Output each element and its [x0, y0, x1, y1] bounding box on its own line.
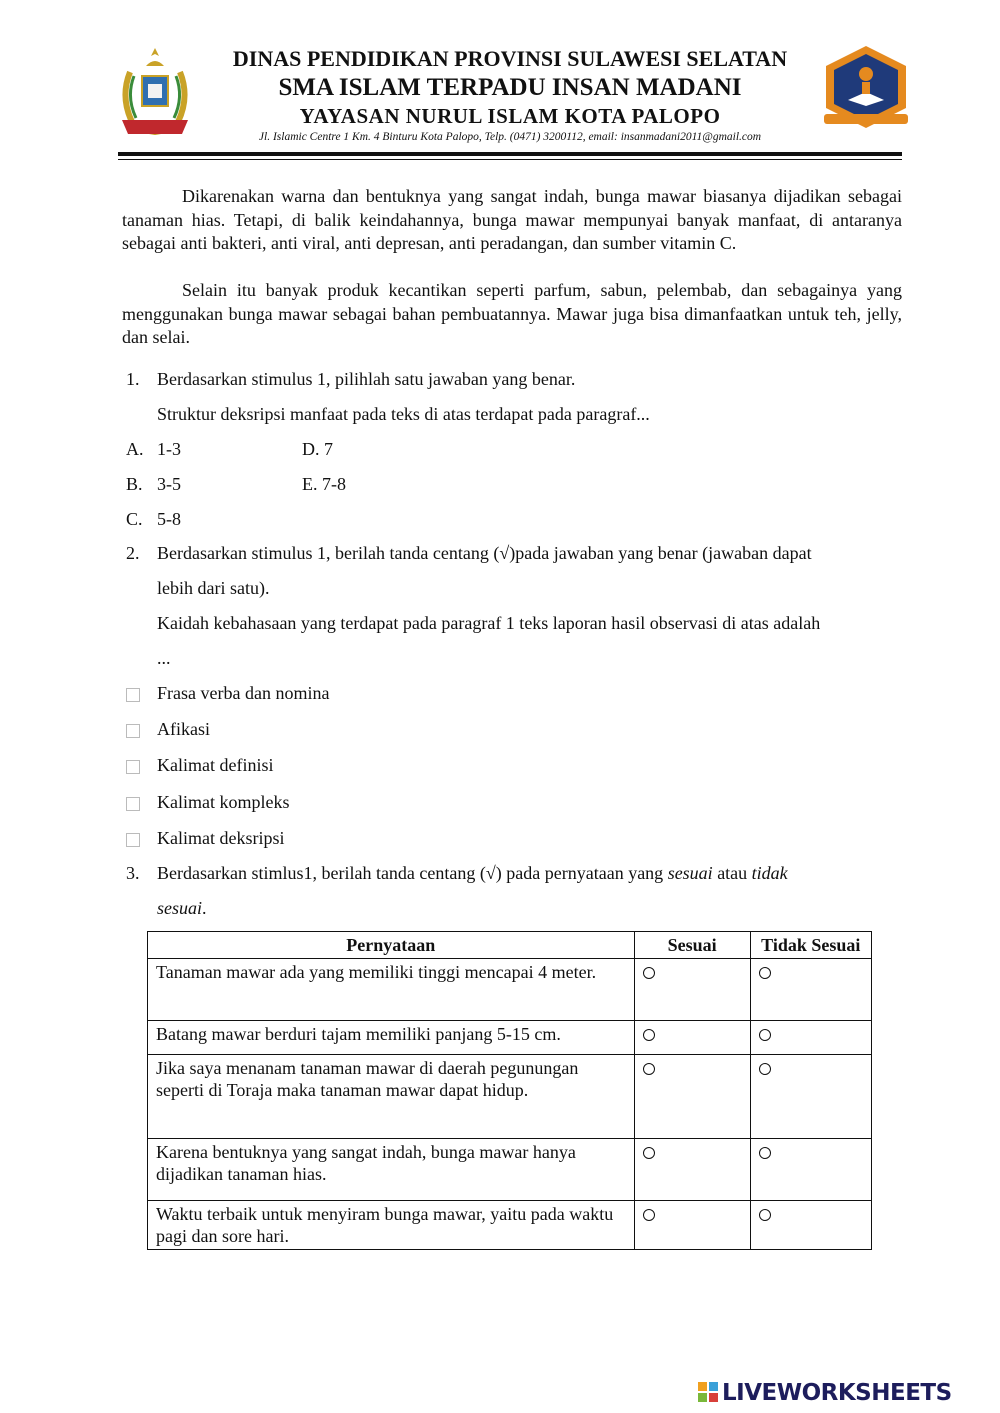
radio-sesuai[interactable] — [634, 1055, 750, 1139]
option-a-letter: A. — [126, 439, 144, 459]
option-c-letter: C. — [126, 509, 143, 529]
radio-tidak-sesuai[interactable] — [750, 1055, 871, 1139]
radio-tidak-sesuai[interactable] — [750, 1139, 871, 1201]
header-agency: DINAS PENDIDIKAN PROVINSI SULAWESI SELATAN — [232, 46, 788, 71]
question-3-text-line2: sesuai. — [157, 898, 207, 918]
table-row — [148, 1021, 872, 1055]
checkbox-label-kalimat-kompleks: Kalimat kompleks — [157, 792, 290, 812]
statement-text: Waktu terbaik untuk menyiram bunga mawar, yaitu pada waktu pagi dan sore hari. — [148, 1201, 635, 1250]
table-header-row — [148, 932, 872, 959]
option-a[interactable]: 1-3 — [157, 439, 181, 459]
radio-tidak-sesuai[interactable] — [750, 1021, 871, 1055]
radio-sesuai[interactable] — [634, 959, 750, 1021]
option-b-letter: B. — [126, 474, 143, 494]
radio-sesuai[interactable] — [634, 1139, 750, 1201]
header-tidak-sesuai: Tidak Sesuai — [750, 932, 871, 959]
question-3-number: 3. — [126, 863, 140, 883]
question-1-prompt: Struktur deksripsi manfaat pada teks di atas terdapat pada paragraf... — [157, 404, 650, 424]
checkbox-kalimat-definisi[interactable] — [126, 760, 140, 774]
header-pernyataan: Pernyataan — [148, 932, 635, 959]
header-sesuai: Sesuai — [634, 932, 750, 959]
checkbox-label-frasa-verba: Frasa verba dan nomina — [157, 683, 330, 703]
option-d[interactable]: D. 7 — [302, 439, 333, 459]
statement-text: Karena bentuknya yang sangat indah, bunga mawar hanya dijadikan tanaman hias. — [148, 1139, 635, 1201]
option-b[interactable]: 3-5 — [157, 474, 181, 494]
question-1-text: Berdasarkan stimulus 1, pilihlah satu jawaban yang benar. — [157, 369, 576, 389]
header-rule-thick — [118, 152, 902, 156]
radio-tidak-sesuai[interactable] — [750, 959, 871, 1021]
statement-table — [147, 931, 872, 1250]
header-foundation: YAYASAN NURUL ISLAM KOTA PALOPO — [299, 104, 721, 128]
header-school-name: SMA ISLAM TERPADU INSAN MADANI — [278, 74, 742, 101]
option-c[interactable]: 5-8 — [157, 509, 181, 529]
radio-tidak-sesuai[interactable] — [750, 1201, 871, 1250]
liveworksheets-brand — [698, 1379, 952, 1407]
question-1-number: 1. — [126, 369, 140, 389]
radio-sesuai[interactable] — [634, 1201, 750, 1250]
checkbox-frasa-verba[interactable] — [126, 688, 140, 702]
table-row — [148, 1139, 872, 1201]
question-3-text-line1: Berdasarkan stimlus1, berilah tanda centang (√) pada pernyataan yang sesuai atau tidak — [157, 863, 788, 883]
stimulus-paragraph-1: Dikarenakan warna dan bentuknya yang sangat indah, bunga mawar biasanya dijadikan sebagai tanaman hias. Tetapi, di balik keindahannya, bunga mawar mempunyai banyak manfaat, di antaranya sebagai anti bakteri, anti viral, anti depresan, anti peradangan, dan sumber vitamin C. — [122, 186, 902, 253]
liveworksheets-wordmark: LIVEWORKSHEETS — [722, 1380, 952, 1406]
liveworksheets-logo-icon — [698, 1382, 720, 1404]
table-row — [148, 959, 872, 1021]
checkbox-afikasi[interactable] — [126, 724, 140, 738]
checkbox-label-kalimat-deksripsi: Kalimat deksripsi — [157, 828, 285, 848]
question-2-prompt-line1: Kaidah kebahasaan yang terdapat pada paragraf 1 teks laporan hasil observasi di atas adalah — [157, 613, 821, 633]
option-e[interactable]: E. 7-8 — [302, 474, 346, 494]
header-rule-thin — [118, 159, 902, 160]
province-emblem-logo — [110, 42, 200, 142]
statement-text: Jika saya menanam tanaman mawar di daerah pegunungan seperti di Toraja maka tanaman mawar dapat hidup. — [148, 1055, 635, 1139]
question-2-text-line2: lebih dari satu). — [157, 578, 270, 598]
table-row — [148, 1055, 872, 1139]
radio-sesuai[interactable] — [634, 1021, 750, 1055]
checkbox-kalimat-kompleks[interactable] — [126, 797, 140, 811]
checkbox-label-kalimat-definisi: Kalimat definisi — [157, 755, 274, 775]
checkbox-label-afikasi: Afikasi — [157, 719, 210, 739]
statement-text: Batang mawar berduri tajam memiliki panjang 5-15 cm. — [148, 1021, 635, 1055]
question-2-text-line1: Berdasarkan stimulus 1, berilah tanda centang (√)pada jawaban yang benar (jawaban dapat — [157, 543, 812, 563]
header-address: Jl. Islamic Centre 1 Km. 4 Binturu Kota Palopo, Telp. (0471) 3200112, email: insanmadani2011@gmail.com — [258, 131, 762, 143]
stimulus-paragraph-2: Selain itu banyak produk kecantikan seperti parfum, sabun, pelembab, dan sebagainya yang menggunakan bunga mawar sebagai bahan pembuatannya. Mawar juga bisa dimanfaatkan untuk teh, jelly, dan selai. — [122, 280, 902, 347]
table-row — [148, 1201, 872, 1250]
school-logo — [818, 44, 914, 136]
statement-text: Tanaman mawar ada yang memiliki tinggi mencapai 4 meter. — [148, 959, 635, 1021]
checkbox-kalimat-deksripsi[interactable] — [126, 833, 140, 847]
question-2-number: 2. — [126, 543, 140, 563]
question-2-prompt-line2: ... — [157, 648, 171, 668]
